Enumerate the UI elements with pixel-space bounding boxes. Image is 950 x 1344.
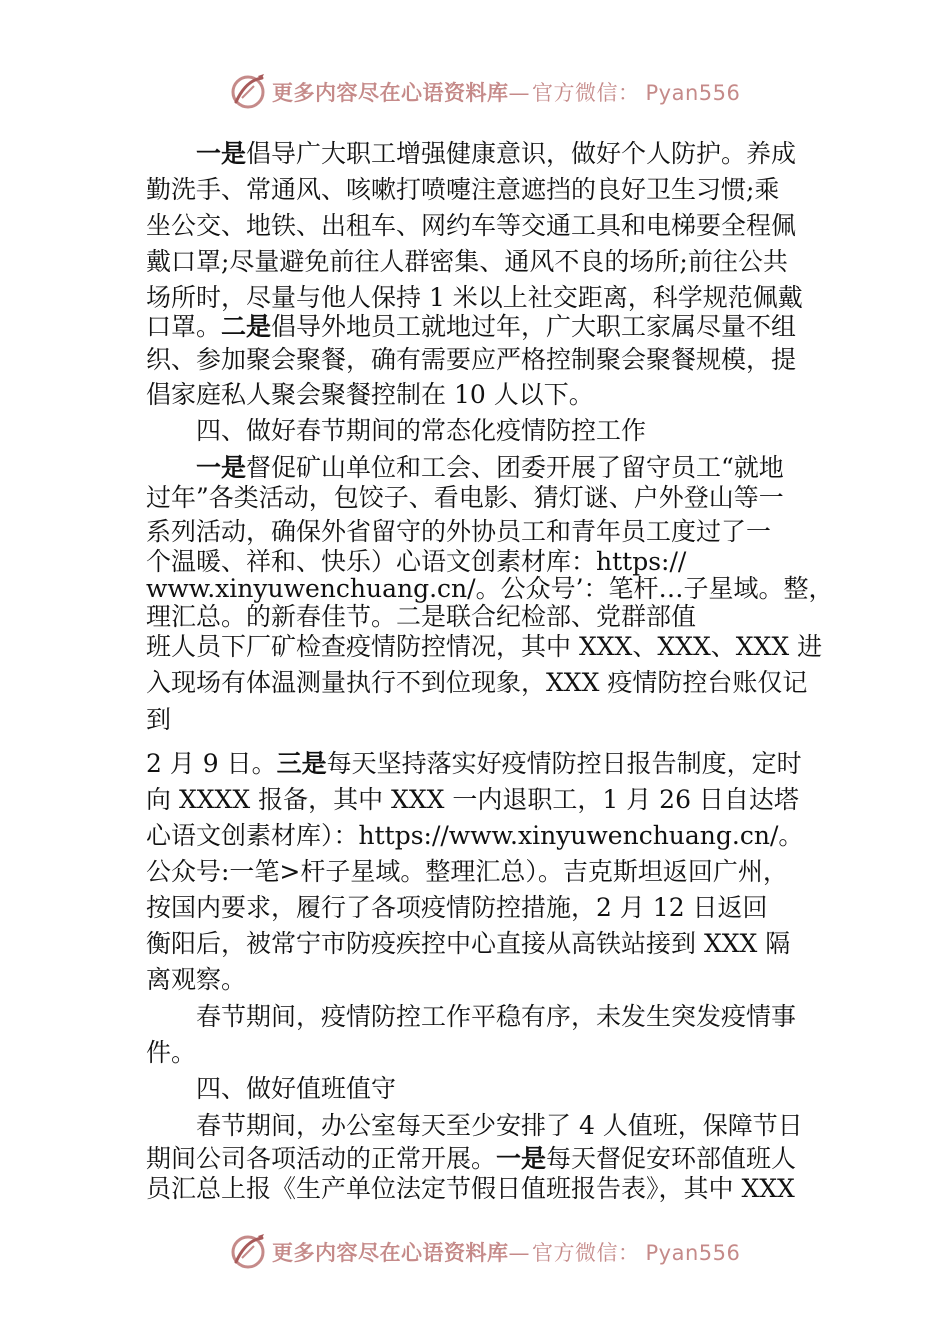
paragraph-line: 坐公交、地铁、出租车、网约车等交通工具和电梯要全程佩 — [146, 211, 797, 240]
paragraph-line: 个温暖、祥和、快乐）心语文创素材库：https:// — [146, 547, 687, 576]
line-text: 倡导外地员工就地过年，广大职工家属尽量不组 — [271, 312, 797, 341]
line-text: 倡导广大职工增强健康意识，做好个人防护。养成 — [246, 139, 797, 168]
paragraph-line — [146, 310, 796, 344]
paragraph-line — [146, 1142, 796, 1176]
paragraph-line: 倡家庭私人聚会聚餐控制在 10 人以下。 — [146, 380, 594, 409]
line-text: 口罩。 — [146, 312, 222, 341]
paragraph-line: 春节期间，办公室每天至少安排了 4 人值班，保障节日 — [196, 1111, 803, 1140]
paragraph-line: 戴口罩;尽量避免前往人群密集、通风不良的场所;前往公共 — [146, 247, 788, 276]
watermark-wechat-label: 官方微信： — [532, 1241, 640, 1265]
paragraph-line: 向 XXXX 报备，其中 XXX 一内退职工，1 月 26 日自达塔 — [146, 785, 799, 814]
paragraph-line — [196, 137, 796, 171]
paragraph-line: 系列活动，确保外省留守的外协员工和青年员工度过了一 — [146, 517, 772, 546]
bold-lead: 一是 — [196, 453, 247, 482]
paragraph-line: 公众号:一笔>杆子星域。整理汇总）。吉克斯坦返回广州， — [146, 857, 788, 886]
line-text: 每天坚持落实好疫情防控日报告制度，定时 — [326, 749, 802, 778]
line-text: 每天督促安环部值班人 — [546, 1144, 797, 1173]
watermark-main: 更多内容尽在心语资料库 — [272, 81, 509, 105]
paragraph-line: 过年”各类活动，包饺子、看电影、猜灯谜、户外登山等一 — [146, 483, 784, 512]
bold-lead: 一是 — [196, 139, 247, 168]
paragraph-line — [196, 451, 784, 485]
paragraph-line: 按国内要求，履行了各项疫情防控措施，2 月 12 日返回 — [146, 893, 768, 922]
paragraph-line: 勤洗手、常通风、咳嗽打喷嚏注意遮挡的良好卫生习惯;乘 — [146, 175, 780, 204]
logo-icon — [228, 1232, 268, 1272]
paragraph-line: 班人员下厂矿检查疫情防控情况，其中 XXX、XXX、XXX 进 — [146, 632, 823, 661]
paragraph-line: 心语文创素材库）：https://www.xinyuwenchuang.cn/。 — [146, 821, 804, 850]
bold-lead: 一是 — [496, 1144, 547, 1173]
line-text: 督促矿山单位和工会、团委开展了留守员工“就地 — [246, 453, 784, 482]
paragraph-line: www.xinyuwenchuang.cn/。公众号’：笔杆…子星域。整， — [146, 574, 834, 603]
paragraph-line: 织、参加聚会聚餐，确有需要应严格控制聚会聚餐规模，提 — [146, 345, 797, 374]
paragraph-line: 入现场有体温测量执行不到位现象，XXX 疫情防控台账仅记 — [146, 668, 808, 697]
watermark-dash: — — [508, 81, 530, 105]
watermark-text — [272, 1237, 740, 1267]
line-text: 2 月 9 日。 — [146, 749, 277, 778]
watermark-wechat-id: Pyan556 — [645, 81, 741, 105]
footer-watermark-banner — [228, 1232, 748, 1272]
paragraph-line: 员汇总上报《生产单位法定节假日值班报告表》，其中 XXX — [146, 1174, 795, 1203]
bold-lead: 三是 — [276, 749, 327, 778]
paragraph-line: 件。 — [146, 1038, 197, 1067]
paragraph-line: 离观察。 — [146, 965, 247, 994]
watermark-main: 更多内容尽在心语资料库 — [272, 1241, 509, 1265]
watermark-wechat-label: 官方微信： — [532, 81, 640, 105]
line-text: 期间公司各项活动的正常开展。 — [146, 1144, 497, 1173]
paragraph-line — [146, 747, 802, 781]
bold-lead: 二是 — [221, 312, 272, 341]
paragraph-line: 衡阳后，被常宁市防疫疾控中心直接从高铁站接到 XXX 隔 — [146, 929, 791, 958]
paragraph-line: 到 — [146, 705, 172, 734]
paragraph-line: 春节期间，疫情防控工作平稳有序，未发生突发疫情事 — [196, 1002, 797, 1031]
section-heading: 四、做好值班值守 — [196, 1074, 397, 1103]
section-heading: 四、做好春节期间的常态化疫情防控工作 — [196, 416, 647, 445]
watermark-wechat-id: Pyan556 — [645, 1241, 741, 1265]
paragraph-line: 理汇总。的新春佳节。二是联合纪检部、党群部值 — [146, 602, 697, 631]
paragraph-line: 场所时，尽量与他人保持 1 米以上社交距离，科学规范佩戴 — [146, 283, 803, 312]
watermark-dash: — — [508, 1241, 530, 1265]
